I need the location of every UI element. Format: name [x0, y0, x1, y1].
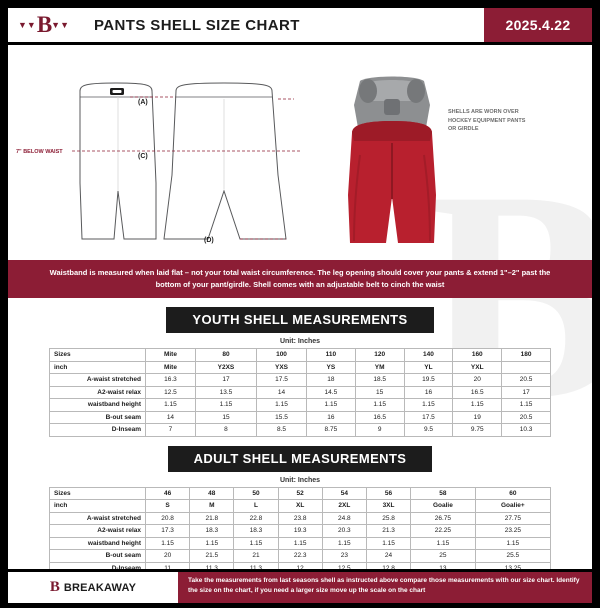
brand-logo [8, 8, 80, 42]
cell: S [146, 500, 190, 513]
cell: 3XL [366, 500, 410, 513]
table-row [50, 500, 551, 513]
cell: YS [306, 361, 355, 374]
callout-a: (A) [138, 99, 148, 106]
cell: 52 [278, 487, 322, 500]
cell: YL [404, 361, 453, 374]
cell: Goalie+ [475, 500, 550, 513]
cell: inch [50, 361, 146, 374]
cell: Sizes [50, 349, 146, 362]
cell: 160 [453, 349, 502, 362]
wing-left-icon: ▼▼ [18, 20, 36, 30]
callout-c: (C) [138, 153, 148, 160]
cell: 1.15 [355, 399, 404, 412]
cell: YXS [257, 361, 307, 374]
adult-section-title: ADULT SHELL MEASUREMENTS [168, 446, 433, 472]
cell: 16 [404, 386, 453, 399]
cell: 20.5 [502, 411, 551, 424]
cell: 1.15 [234, 537, 278, 550]
cell: 23.8 [278, 512, 322, 525]
cell: 1.15 [404, 399, 453, 412]
cell: 110 [306, 349, 355, 362]
size-chart-page [0, 8, 600, 608]
cell: 18 [306, 374, 355, 387]
cell: 21.5 [190, 550, 234, 563]
cell: 20 [146, 550, 190, 563]
logo-letter: B [36, 12, 52, 37]
cell: 13 [411, 562, 476, 569]
youth-unit-label: Unit: Inches [279, 338, 321, 345]
cell: 19.3 [278, 525, 322, 538]
cell: D-Inseam [50, 562, 146, 569]
cell: 1.15 [146, 399, 196, 412]
cell: 16.5 [355, 411, 404, 424]
footer-brand-logo [8, 572, 178, 603]
header [8, 8, 592, 42]
cell: 60 [475, 487, 550, 500]
footer [8, 572, 592, 603]
cell: B-out seam [50, 411, 146, 424]
cell: 100 [257, 349, 307, 362]
table-row [50, 361, 551, 374]
cell: 18.3 [190, 525, 234, 538]
cell: 21.8 [190, 512, 234, 525]
page-title-text: PANTS SHELL SIZE CHART [94, 16, 300, 34]
cell: 22.3 [278, 550, 322, 563]
cell: 180 [502, 349, 551, 362]
cell: 1.15 [453, 399, 502, 412]
cell: 58 [411, 487, 476, 500]
cell: 23 [322, 550, 366, 563]
cell: 8.5 [257, 424, 307, 437]
cell: inch [50, 500, 146, 513]
cell: YXL [453, 361, 502, 374]
cell: 17.3 [146, 525, 190, 538]
cell: 13.5 [195, 386, 256, 399]
cell: 48 [190, 487, 234, 500]
cell: 9 [355, 424, 404, 437]
wear-note-label: SHELLS ARE WORN OVER HOCKEY EQUIPMENT PANTS OR GIRDLE [448, 109, 526, 132]
footer-brand-name: BREAKAWAY [63, 581, 137, 594]
cell: 8 [195, 424, 256, 437]
cell: 18.3 [234, 525, 278, 538]
revision-date [484, 8, 592, 42]
cell: YM [355, 361, 404, 374]
cell: B-out seam [50, 550, 146, 563]
cell: 19.5 [404, 374, 453, 387]
cell: 25.5 [475, 550, 550, 563]
cell: A-waist stretched [50, 374, 146, 387]
cell: 8.75 [306, 424, 355, 437]
cell: 17.5 [404, 411, 453, 424]
cell: 14 [146, 411, 196, 424]
cell: 20.5 [502, 374, 551, 387]
cell: 12.8 [366, 562, 410, 569]
diagram-row [8, 45, 592, 260]
table-row [50, 411, 551, 424]
cell: A-waist stretched [50, 512, 146, 525]
adult-size-table [49, 487, 551, 570]
table-row [50, 349, 551, 362]
wing-right-icon: ▼▼ [51, 20, 69, 30]
cell: 1.15 [190, 537, 234, 550]
cell: 17.5 [257, 374, 307, 387]
cell: M [190, 500, 234, 513]
cell: 1.15 [366, 537, 410, 550]
cell: 20.3 [322, 525, 366, 538]
cell: 19 [453, 411, 502, 424]
cell: 23.25 [475, 525, 550, 538]
table-row [50, 487, 551, 500]
cell: Y2XS [195, 361, 256, 374]
table-row [50, 550, 551, 563]
cell: 11.3 [234, 562, 278, 569]
cell: 22.25 [411, 525, 476, 538]
cell: 18.5 [355, 374, 404, 387]
cell: 1.15 [322, 537, 366, 550]
cell: 7 [146, 424, 196, 437]
cell: 16 [306, 411, 355, 424]
cell: 16.5 [453, 386, 502, 399]
cell: 1.15 [411, 537, 476, 550]
cell: 1.15 [257, 399, 307, 412]
cell: Sizes [50, 487, 146, 500]
content-area [8, 45, 592, 569]
cell: 12 [278, 562, 322, 569]
cell: 24 [366, 550, 410, 563]
cell: Goalie [411, 500, 476, 513]
cell: 46 [146, 487, 190, 500]
cell: 12.5 [322, 562, 366, 569]
cell: D-Inseam [50, 424, 146, 437]
table-row [50, 374, 551, 387]
callout-d: (D) [204, 237, 214, 244]
table-row [50, 399, 551, 412]
cell: 1.15 [146, 537, 190, 550]
cell [502, 361, 551, 374]
youth-section-title: YOUTH SHELL MEASUREMENTS [166, 307, 433, 333]
adult-unit-label: Unit: Inches [279, 476, 321, 484]
cell: waistband height [50, 399, 146, 412]
cell: 11.3 [190, 562, 234, 569]
table-row [50, 424, 551, 437]
cell: Mite [146, 349, 196, 362]
cell: 16.3 [146, 374, 196, 387]
footer-instructions: Take the measurements from last seasons shell as instructed above compare those measurements with our size chart. Identify the size on the chart, if you need a larger size move up the scale on the chart [178, 572, 592, 603]
cell: 140 [404, 349, 453, 362]
cell: 24.8 [322, 512, 366, 525]
revision-date-text: 2025.4.22 [505, 17, 571, 33]
cell: 50 [234, 487, 278, 500]
table-row [50, 512, 551, 525]
adult-section-header [8, 446, 592, 472]
cell: A2-waist relax [50, 525, 146, 538]
cell: 22.8 [234, 512, 278, 525]
cell: 1.15 [502, 399, 551, 412]
cell: 80 [195, 349, 256, 362]
cell: 1.15 [278, 537, 322, 550]
cell: 25.8 [366, 512, 410, 525]
cell: 17 [195, 374, 256, 387]
cell: 15 [355, 386, 404, 399]
cell: 11 [146, 562, 190, 569]
cell: 9.75 [453, 424, 502, 437]
cell: 56 [366, 487, 410, 500]
cell: 120 [355, 349, 404, 362]
cell: Mite [146, 361, 196, 374]
cell: 20 [453, 374, 502, 387]
measurement-note: Waistband is measured when laid flat – not your total waist circumference. The leg opening should cover your pants & extend 1"–2" past the bottom of your pant/girdle. Shell comes with an adjustable belt to cinch the waist [8, 260, 592, 298]
cell: waistband height [50, 537, 146, 550]
cell: 2XL [322, 500, 366, 513]
cell: 14.5 [306, 386, 355, 399]
table-row [50, 537, 551, 550]
waist-reference-label: 7" BELOW WAIST [16, 149, 63, 155]
table-row [50, 562, 551, 569]
page-title [80, 8, 484, 42]
cell: 15 [195, 411, 256, 424]
footer-logo-letter: B [49, 579, 60, 595]
table-row [50, 525, 551, 538]
cell: 1.15 [306, 399, 355, 412]
cell: 27.75 [475, 512, 550, 525]
cell: 26.75 [411, 512, 476, 525]
cell: 15.5 [257, 411, 307, 424]
cell: 14 [257, 386, 307, 399]
cell: 54 [322, 487, 366, 500]
cell: 21 [234, 550, 278, 563]
youth-section-header [8, 307, 592, 333]
cell: 1.15 [475, 537, 550, 550]
cell: 25 [411, 550, 476, 563]
table-row [50, 386, 551, 399]
cell: 12.5 [146, 386, 196, 399]
cell: A2-waist relax [50, 386, 146, 399]
cell: 13.25 [475, 562, 550, 569]
cell: 1.15 [195, 399, 256, 412]
cell: 17 [502, 386, 551, 399]
product-photo [338, 75, 446, 250]
cell: XL [278, 500, 322, 513]
youth-size-table [49, 348, 551, 437]
cell: 21.3 [366, 525, 410, 538]
cell: 9.5 [404, 424, 453, 437]
shorts-technical-drawing [72, 79, 334, 249]
cell: 20.8 [146, 512, 190, 525]
cell: 10.3 [502, 424, 551, 437]
cell: L [234, 500, 278, 513]
